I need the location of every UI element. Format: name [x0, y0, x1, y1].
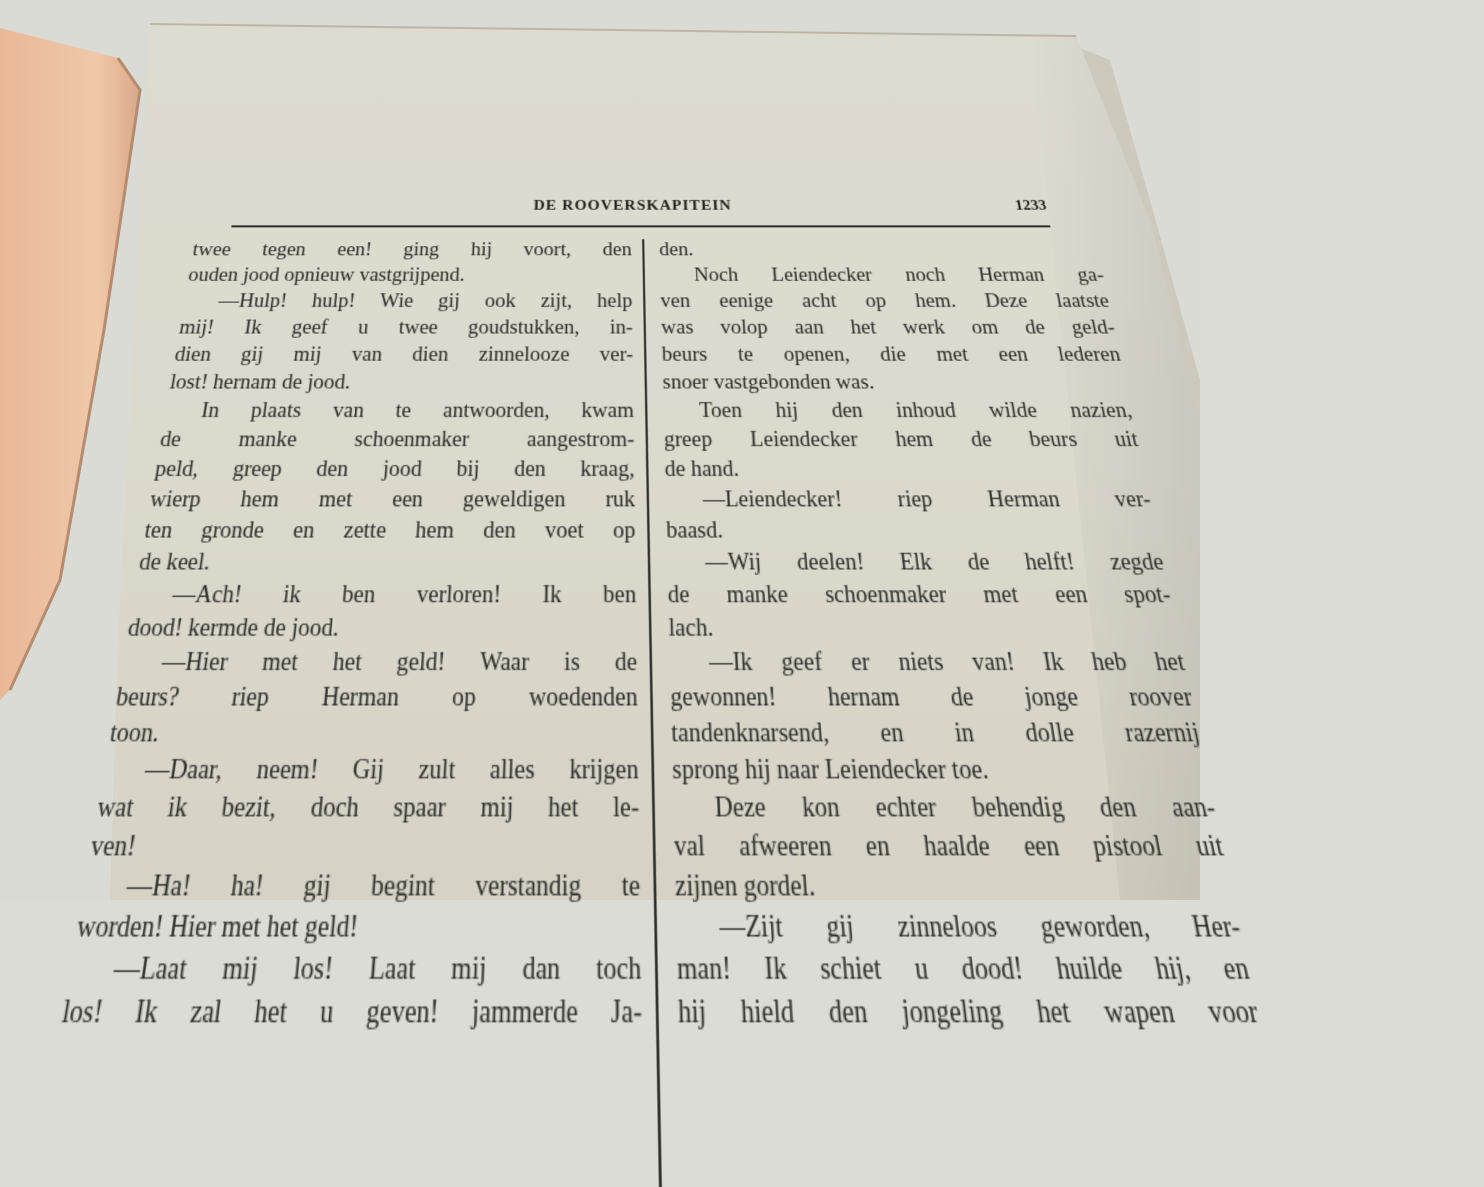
text-line: beurs? riep Herman op woedenden — [113, 682, 638, 713]
text-line: —Ha! ha! gij begint verstandig te — [124, 869, 641, 904]
text-line: Deze kon echter behendig den aan- — [714, 791, 1219, 825]
text-line: —Zijt gij zinneloos geworden, Her- — [718, 910, 1244, 945]
text-line: greep Leiendecker hem de beurs uit — [663, 427, 1141, 453]
text-line: beurs te openen, die met een lederen — [661, 343, 1123, 367]
text-line: —Laat mij los! Laat mij dan toch — [111, 951, 642, 988]
text-line: —Ik geef er niets van! Ik heb het — [708, 647, 1188, 678]
text-line: gewonnen! hernam de jonge roover — [669, 682, 1195, 713]
text-column-left — [59, 237, 642, 1034]
text-line: —Daar, neem! Gij zult alles krijgen — [142, 754, 639, 786]
text-line: de hand. — [664, 456, 740, 482]
text-line: zijnen gordel. — [674, 869, 817, 904]
text-line: wat ik bezit, doch spaar mij het le- — [94, 791, 640, 825]
column-divider — [642, 239, 662, 1187]
text-line: twee tegen een! ging hij voort, den — [191, 239, 632, 261]
text-line: worden! Hier met het geld! — [74, 910, 360, 945]
text-line: de keel. — [137, 548, 213, 576]
text-line: mij! Ik geef u twee goudstukken, in- — [177, 316, 633, 339]
text-column-right — [659, 237, 1262, 1034]
text-line: was volop aan het werk om de geld- — [660, 316, 1117, 339]
text-line: los! Ik zal het u geven! jammerde Ja- — [59, 994, 643, 1032]
text-line: In plaats van te antwoorden, kwam — [199, 398, 635, 423]
text-line: —Ach! ik ben verloren! Ik ben — [170, 581, 637, 609]
text-line: —Hulp! hulp! Wie gij ook zijt, help — [216, 290, 633, 313]
text-line: toon. — [107, 718, 162, 749]
text-line: baasd. — [665, 517, 724, 544]
text-line: lost! hernam de jood. — [168, 370, 352, 395]
text-line: Toen hij den inhoud wilde nazien, — [698, 398, 1135, 423]
text-line: de manke schoenmaker aangestrom- — [158, 427, 635, 453]
printed-page — [0, 17, 1471, 1137]
text-line: hij hield den jongeling het wapen voor — [677, 994, 1262, 1032]
page-number: 1233 — [1013, 198, 1048, 214]
text-line: —Hier met het geld! Waar is de — [159, 647, 638, 678]
text-line: —Wij deelen! Elk de helft! zegde — [704, 548, 1167, 576]
text-line: ven! — [88, 830, 139, 864]
text-line: den. — [658, 239, 694, 261]
text-line: ten gronde en zette hem den voet op — [142, 517, 636, 544]
text-line: man! Ik schiet u dood! huilde hij, en — [676, 951, 1253, 988]
text-line: ven eenige acht op hem. Deze laatste — [660, 290, 1112, 313]
text-line: snoer vastgebonden was. — [662, 370, 876, 395]
text-line: tandenknarsend, en in dolle razernij — [670, 718, 1203, 749]
text-line: dood! kermde de jood. — [125, 614, 341, 643]
text-line: peld, greep den jood bij den kraag, — [153, 456, 635, 482]
text-line: wierp hem met een geweldigen ruk — [147, 486, 636, 513]
running-title: DE ROOVERSKAPITEIN — [533, 198, 733, 214]
page-header — [231, 190, 1050, 227]
text-line: val afweeren en haalde een pistool uit — [673, 830, 1227, 864]
text-line: Noch Leiendecker noch Herman ga- — [693, 264, 1106, 286]
text-line: ouden jood opnieuw vastgrijpend. — [186, 264, 466, 286]
text-line: —Leiendecker! riep Herman ver- — [702, 486, 1153, 513]
text-line: sprong hij naar Leiendecker toe. — [671, 754, 991, 786]
text-line: dien gij mij van dien zinneloozе ver- — [172, 343, 634, 367]
text-line: lach. — [668, 614, 714, 643]
text-line: de manke schoenmaker met een spot- — [667, 581, 1174, 609]
